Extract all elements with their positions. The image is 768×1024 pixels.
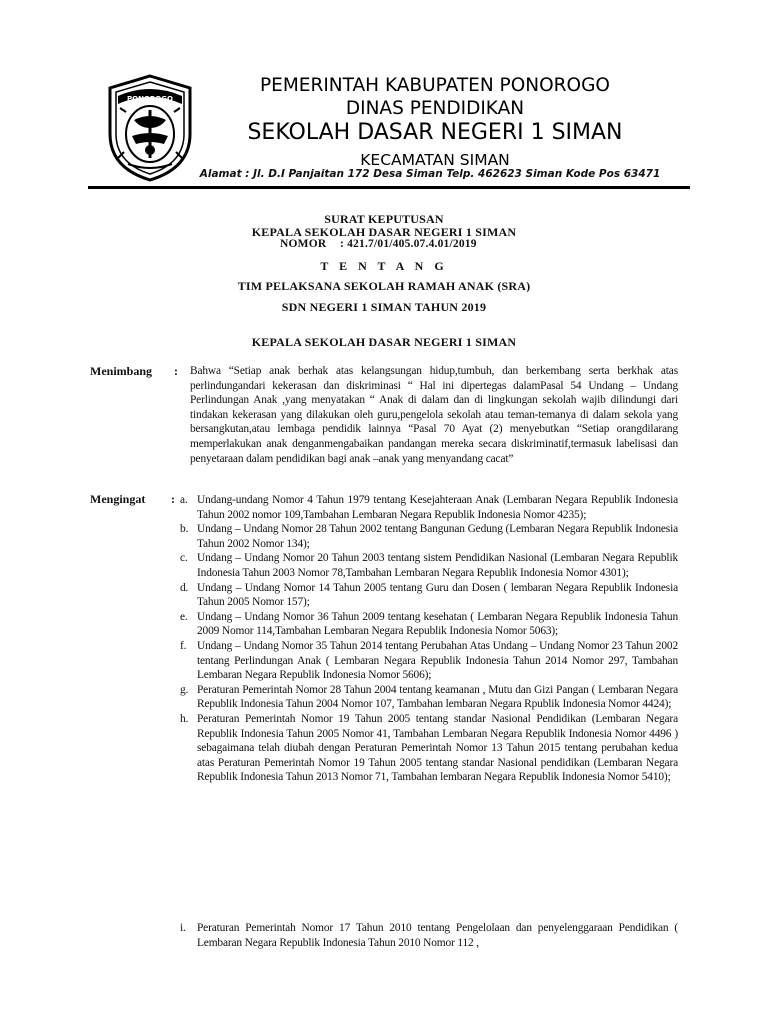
list-marker: h. xyxy=(180,712,189,725)
letterhead-district: KECAMATAN SIMAN xyxy=(360,151,510,169)
list-item xyxy=(180,581,678,610)
list-marker: g. xyxy=(180,683,189,696)
list-item-text: Undang – Undang Nomor 35 Tahun 2014 tentang Perubahan Atas Undang – Undang Nomor 23 Tahun 2002 tentang Perlindungan Anak ( Lembaran Negara Republik Indonesia Tahun 2014 Nomor 297, Tambahan Lembaran Negara Republik Indonesia Nomor 5606); xyxy=(197,639,678,682)
letterhead-address: Alamat : Jl. D.I Panjaitan 172 Desa Siman Telp. 462623 Siman Kode Pos 63471 xyxy=(199,168,661,180)
list-item-text: Undang – Undang Nomor 20 Tahun 2003 tentang sistem Pendidikan Nasional (Lembaran Negara Republik Indonesia Tahun 2003 Nomor 78,Tambahan Lembaran Negara Republik Indonesia Nomor 4301); xyxy=(197,552,678,579)
menimbang-label: Menimbang xyxy=(90,364,153,378)
list-item-text: Undang – Undang Nomor 28 Tahun 2002 tentang Bangunan Gedung (Lembaran Negara Republik Indonesia Tahun 2002 Nomor 134); xyxy=(197,523,678,550)
list-item-text: Undang – Undang Nomor 36 Tahun 2009 tentang kesehatan ( Lembaran Negara Republik Indonesia Tahun 2009 Nomor 114,Tambahan Lembaran Negara Republik Indonesia Nomor 5063); xyxy=(197,610,678,638)
list-item-text: Peraturan Pemerintah Nomor 17 Tahun 2010 tentang Pengelolaan dan penyelenggaraan Pendidikan ( Lembaran Negara Republik Indonesia Tahun 2010 Nomor 112 , xyxy=(197,922,678,949)
mengingat-colon: : xyxy=(171,492,175,506)
decree-number-value: : 421.7/01/405.07.4.01/2019 xyxy=(340,238,477,250)
menimbang-colon: : xyxy=(174,364,178,378)
decree-issuer-line: KEPALA SEKOLAH DASAR NEGERI 1 SIMAN xyxy=(251,225,517,239)
list-item xyxy=(180,551,678,580)
list-item xyxy=(180,610,678,639)
list-marker: f. xyxy=(180,639,187,652)
letterhead-department: DINAS PENDIDIKAN xyxy=(345,98,525,119)
list-item-text: Peraturan Pemerintah Nomor 28 Tahun 2004 tentang keamanan , Mutu dan Gizi Pangan ( Lembaran Negara Republik Indonesia Tahun 2004 Nomor 107, Tambahan lembaran Negara Rpublik Indonesia Nomor 4424); xyxy=(197,683,678,711)
list-marker: b. xyxy=(180,523,189,536)
decree-subject-line1: TIM PELAKSANA SEKOLAH RAMAH ANAK (SRA) xyxy=(237,279,531,293)
list-item xyxy=(180,639,678,683)
letterhead-divider xyxy=(88,186,690,189)
list-item xyxy=(180,493,678,522)
menimbang-text: Bahwa “Setiap anak berhak atas kelangsungan hidup,tumbuh, dan berkembang serta berkhak atas perlindungandari kekerasan dan diskriminasi “ Hal ini dipertegas dalamPasal 54 Undang – Undang Perlindungan Anak ,yang menyatakan “ Anak di dalam dan di lingkungan sekolah wajib dilindungi dari tindakan kekerasan yang dilakukan oleh guru,pengelola sekolah atau teman-temanya di dalam sekola yang bersangkutan,atau lembaga pendidik lainnya “Pasal 70 Ayat (2) menyebutkan “Setiap orangdilarang memperlakukan anak denganmengabaikan pandangan mereka secara diskriminatif,termasuk labelisasi dan penyetaraan dalam pendidikan bagi anak –anak yang menyandang cacat” xyxy=(190,365,678,465)
list-marker: i. xyxy=(180,922,186,934)
list-item xyxy=(180,522,678,551)
list-item xyxy=(180,683,678,712)
list-item-text: Undang-undang Nomor 4 Tahun 1979 tentang Kesejahteraan Anak (Lembaran Negara Republik Indonesia Tahun 2002 nomor 109,Tambahan Lembaran Negara Republik Indonesia Nomor 4235); xyxy=(197,494,678,521)
list-marker: e. xyxy=(180,610,188,623)
list-marker: c. xyxy=(180,552,188,565)
decree-title: SURAT KEPUTUSAN xyxy=(324,212,444,226)
mengingat-label: Mengingat xyxy=(90,492,146,506)
tentang-heading: T E N T A N G xyxy=(320,259,448,273)
decree-number xyxy=(280,238,580,250)
decree-number-label: NOMOR xyxy=(280,238,327,250)
list-marker: d. xyxy=(180,581,189,594)
letterhead-government: PEMERINTAH KABUPATEN PONOROGO xyxy=(260,75,610,96)
list-marker: a. xyxy=(180,494,188,506)
list-item-text: Undang – Undang Nomor 14 Tahun 2005 tentang Guru dan Dosen ( lembaran Negara Republik Indonesia Tahun 2005 Nomor 157); xyxy=(197,581,678,609)
mengingat-list xyxy=(180,493,678,785)
svg-text:PONOROGO: PONOROGO xyxy=(127,95,173,103)
decree-issuer-heading: KEPALA SEKOLAH DASAR NEGERI 1 SIMAN xyxy=(251,335,517,349)
list-item-text: Peraturan Pemerintah Nomor 19 Tahun 2005 tentang standar Nasional Pendidikan (Lembaran Negara Republik Indonesia Tahun 2005 Nomor 41, Tambahan Lembaran Negara Republik Indonesia Nomor 4496 ) sebagaimana telah diubah dengan Peraturan Pemerintah Nomor 13 Tahun 2015 tentang perubahan kedua atas Peraturan Pemerintah Nomor 19 Tahun 2005 tentang standar Nasional pendidikan (Lembaran Negara Republik Indonesia Tahun 2013 Nomor 71, Tambahan lembaran Negara Republik Indonesia Nomor 5410); xyxy=(197,712,678,784)
letterhead-school: SEKOLAH DASAR NEGERI 1 SIMAN xyxy=(247,120,623,145)
list-item xyxy=(180,921,678,950)
mengingat-list-continued xyxy=(180,921,678,950)
decree-subject-line2: SDN NEGERI 1 SIMAN TAHUN 2019 xyxy=(281,300,487,314)
list-item xyxy=(180,712,678,785)
